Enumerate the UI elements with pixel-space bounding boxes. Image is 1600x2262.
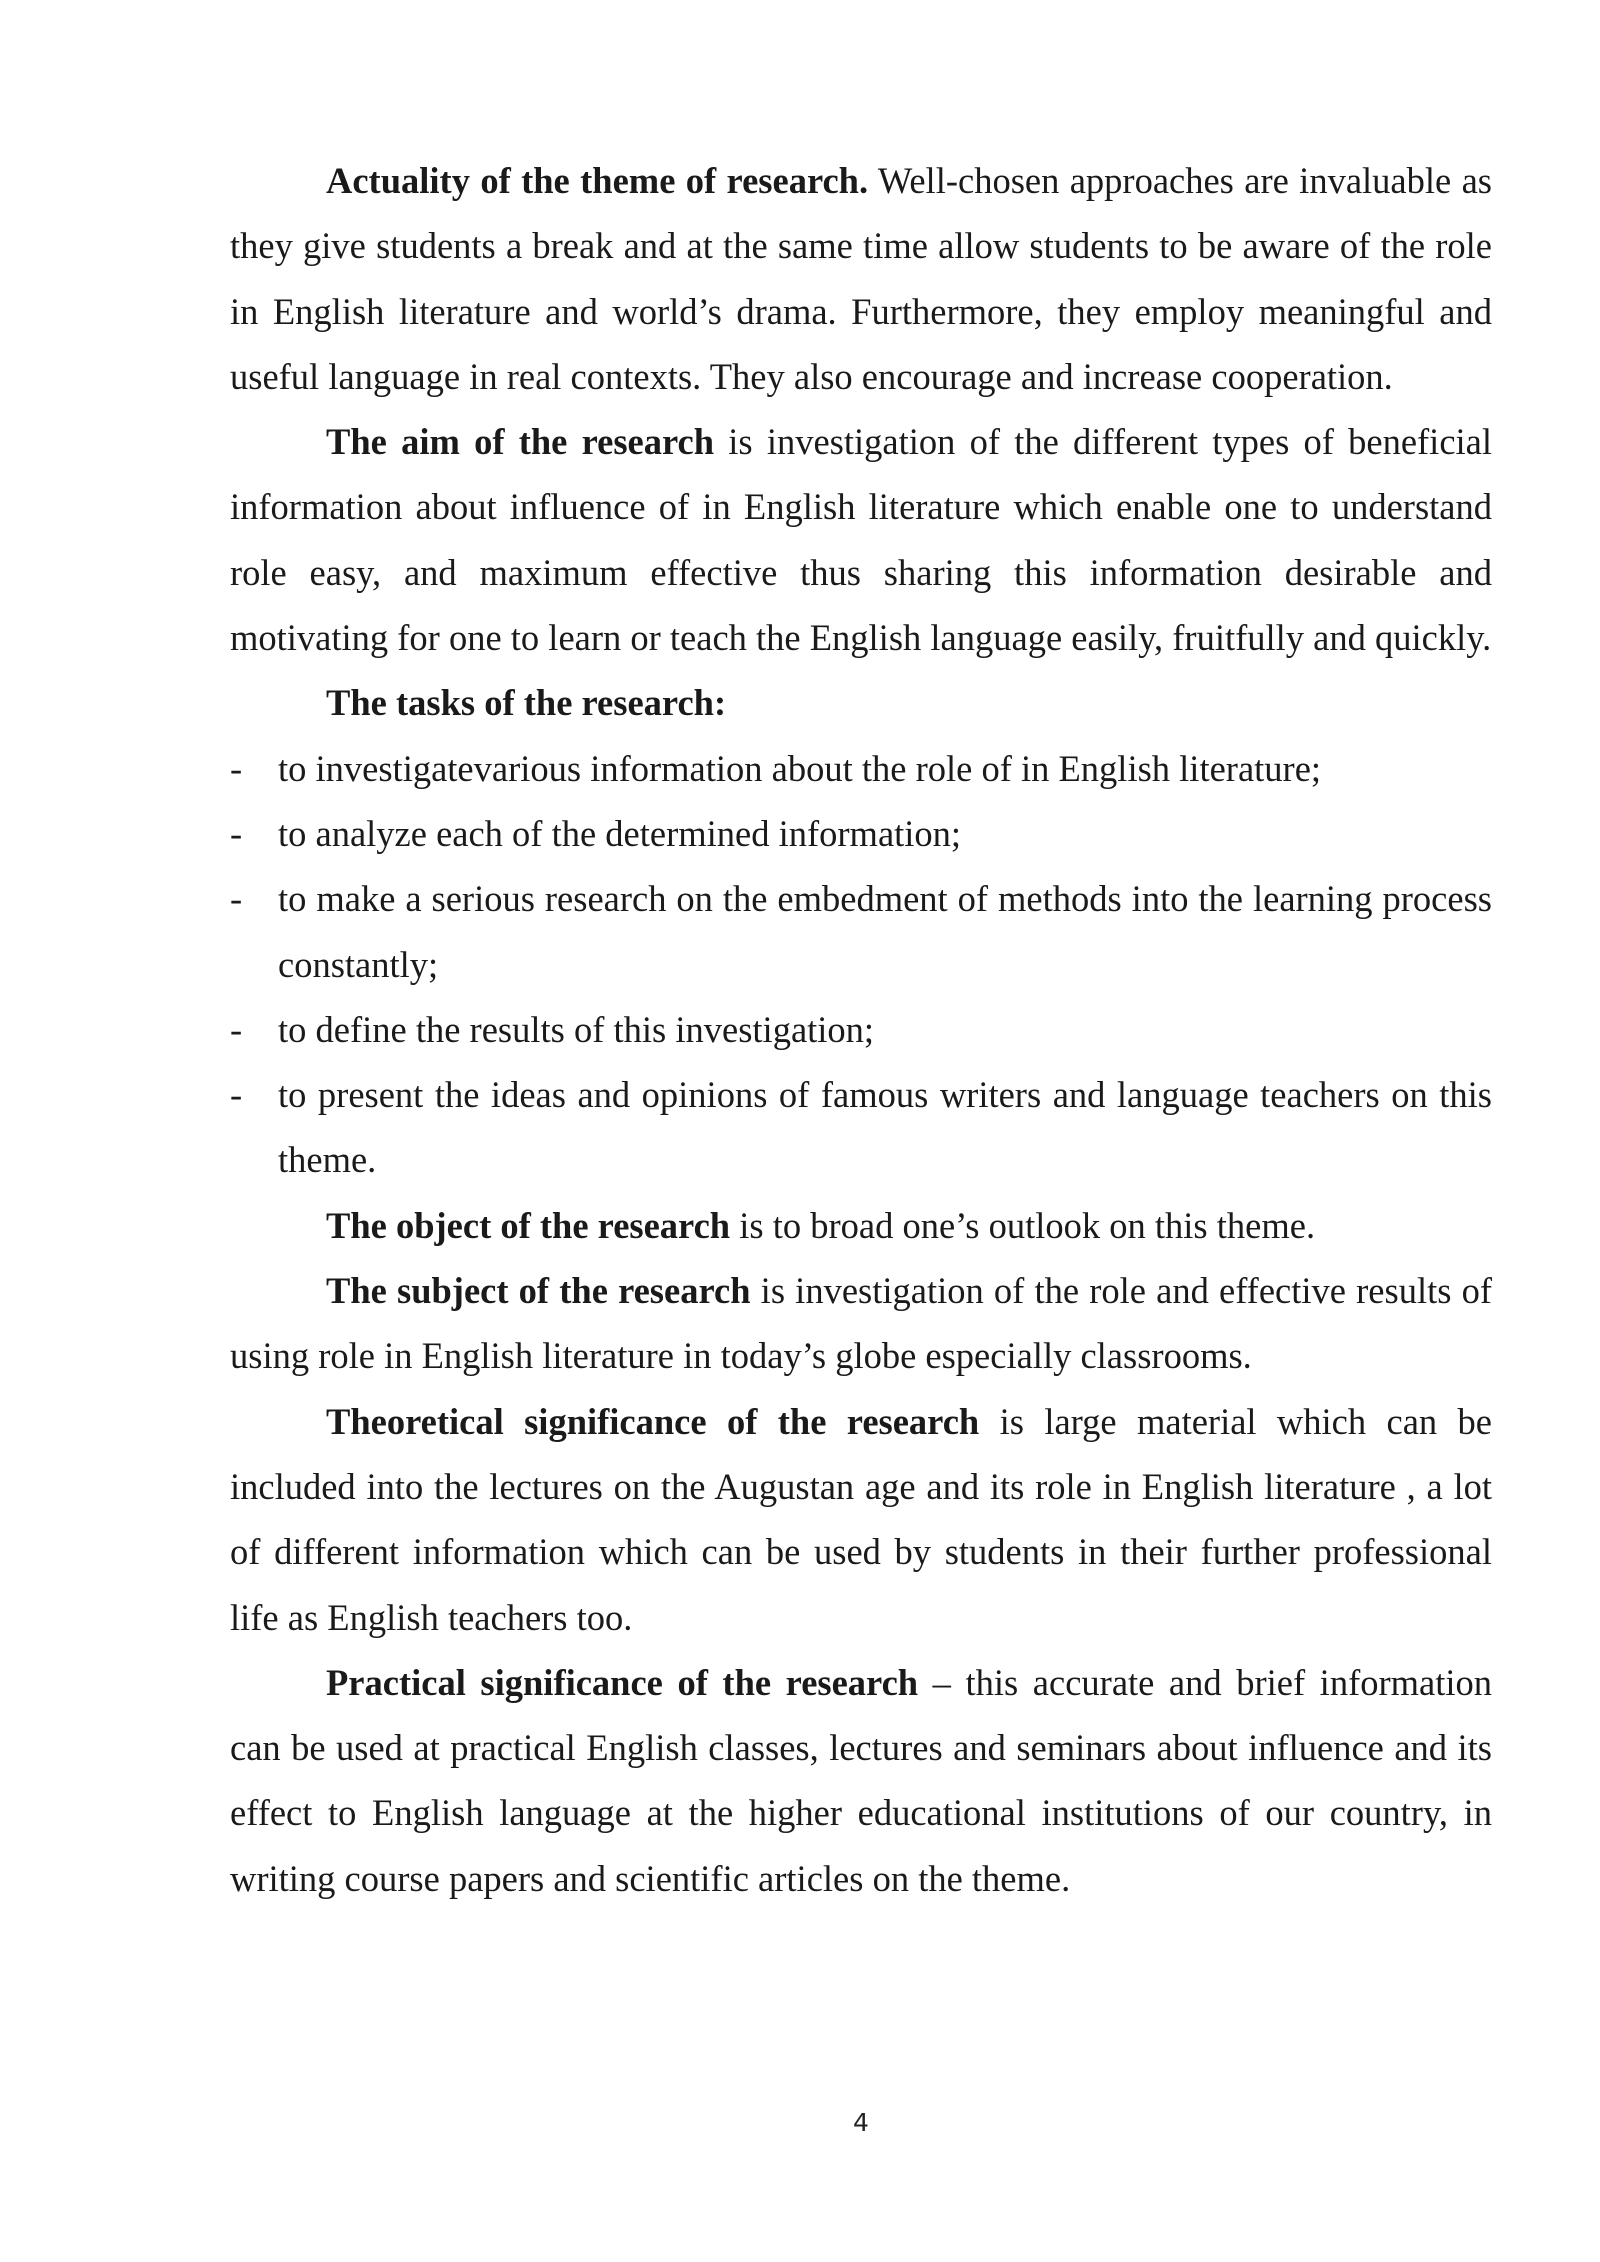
task-item: [230, 801, 1492, 866]
task-dash: -: [230, 1074, 243, 1116]
paragraph-practical-text: – this accurate and brief information can be used at practical English classes, lectures and seminars about influence and its effect to English language at the higher educational institutions of our country, in writing course papers and scientific articles on the theme.: [230, 1661, 1492, 1899]
paragraph-object-text: is to broad one’s outlook on this theme.: [730, 1204, 1316, 1246]
tasks-heading: The tasks of the research:: [326, 682, 727, 724]
paragraph-subject-heading: The subject of the research: [326, 1270, 751, 1312]
paragraph-theoretical-heading: Theoretical significance of the research: [326, 1400, 980, 1442]
task-text: to present the ideas and opinions of famous writers and language teachers on this theme.: [278, 1074, 1492, 1181]
task-item: [230, 997, 1492, 1062]
paragraph-actuality: [230, 148, 1492, 409]
task-text: to define the results of this investigation;: [278, 1008, 875, 1050]
paragraph-actuality-heading: Actuality of the theme of research.: [326, 160, 869, 201]
task-text: to make a serious research on the embedment of methods into the learning process constantly;: [278, 878, 1492, 985]
paragraph-subject: [230, 1258, 1492, 1389]
paragraph-object: [230, 1193, 1492, 1258]
paragraph-aim-text: is investigation of the different types of beneficial information about influence of in English literature which enable one to understand role easy, and maximum effective thus sharing this information desirable and motivating for one to learn or teach the English language easily, fruitfully and quickly.: [230, 421, 1493, 659]
task-text: to analyze each of the determined information;: [278, 812, 962, 854]
task-dash: -: [230, 812, 243, 854]
task-dash: -: [230, 1008, 243, 1050]
tasks-list: [230, 736, 1492, 1193]
paragraph-practical-heading: Practical significance of the research: [326, 1661, 919, 1703]
task-dash: -: [230, 878, 243, 920]
task-dash: -: [230, 747, 243, 789]
task-item: [230, 736, 1492, 801]
paragraph-aim-heading: The aim of the research: [326, 421, 715, 463]
paragraph-object-heading: The object of the research: [326, 1204, 731, 1246]
paragraph-subject-text: is investigation of the role and effective results of using role in English literature in today’s globe especially classrooms.: [230, 1270, 1492, 1377]
paragraph-theoretical: [230, 1389, 1492, 1650]
task-item: [230, 866, 1492, 997]
page-body: [230, 148, 1492, 1911]
task-text: to investigatevarious information about the role of in English literature;: [278, 747, 1322, 789]
paragraph-practical: [230, 1650, 1492, 1911]
paragraph-aim: [230, 409, 1492, 670]
paragraph-actuality-text: Well-chosen approaches are invaluable as they give students a break and at the same time allow students to be aware of the role in English literature and world’s drama. Furthermore, they employ meaningful and useful language in real contexts. They also encourage and increase cooperation.: [230, 160, 1492, 397]
task-item: [230, 1062, 1492, 1193]
paragraph-theoretical-text: is large material which can be included into the lectures on the Augustan age and its role in English literature , a lot of different information which can be used by students in their further professional life as English teachers too.: [230, 1400, 1492, 1638]
page-number: 4: [853, 2108, 869, 2137]
